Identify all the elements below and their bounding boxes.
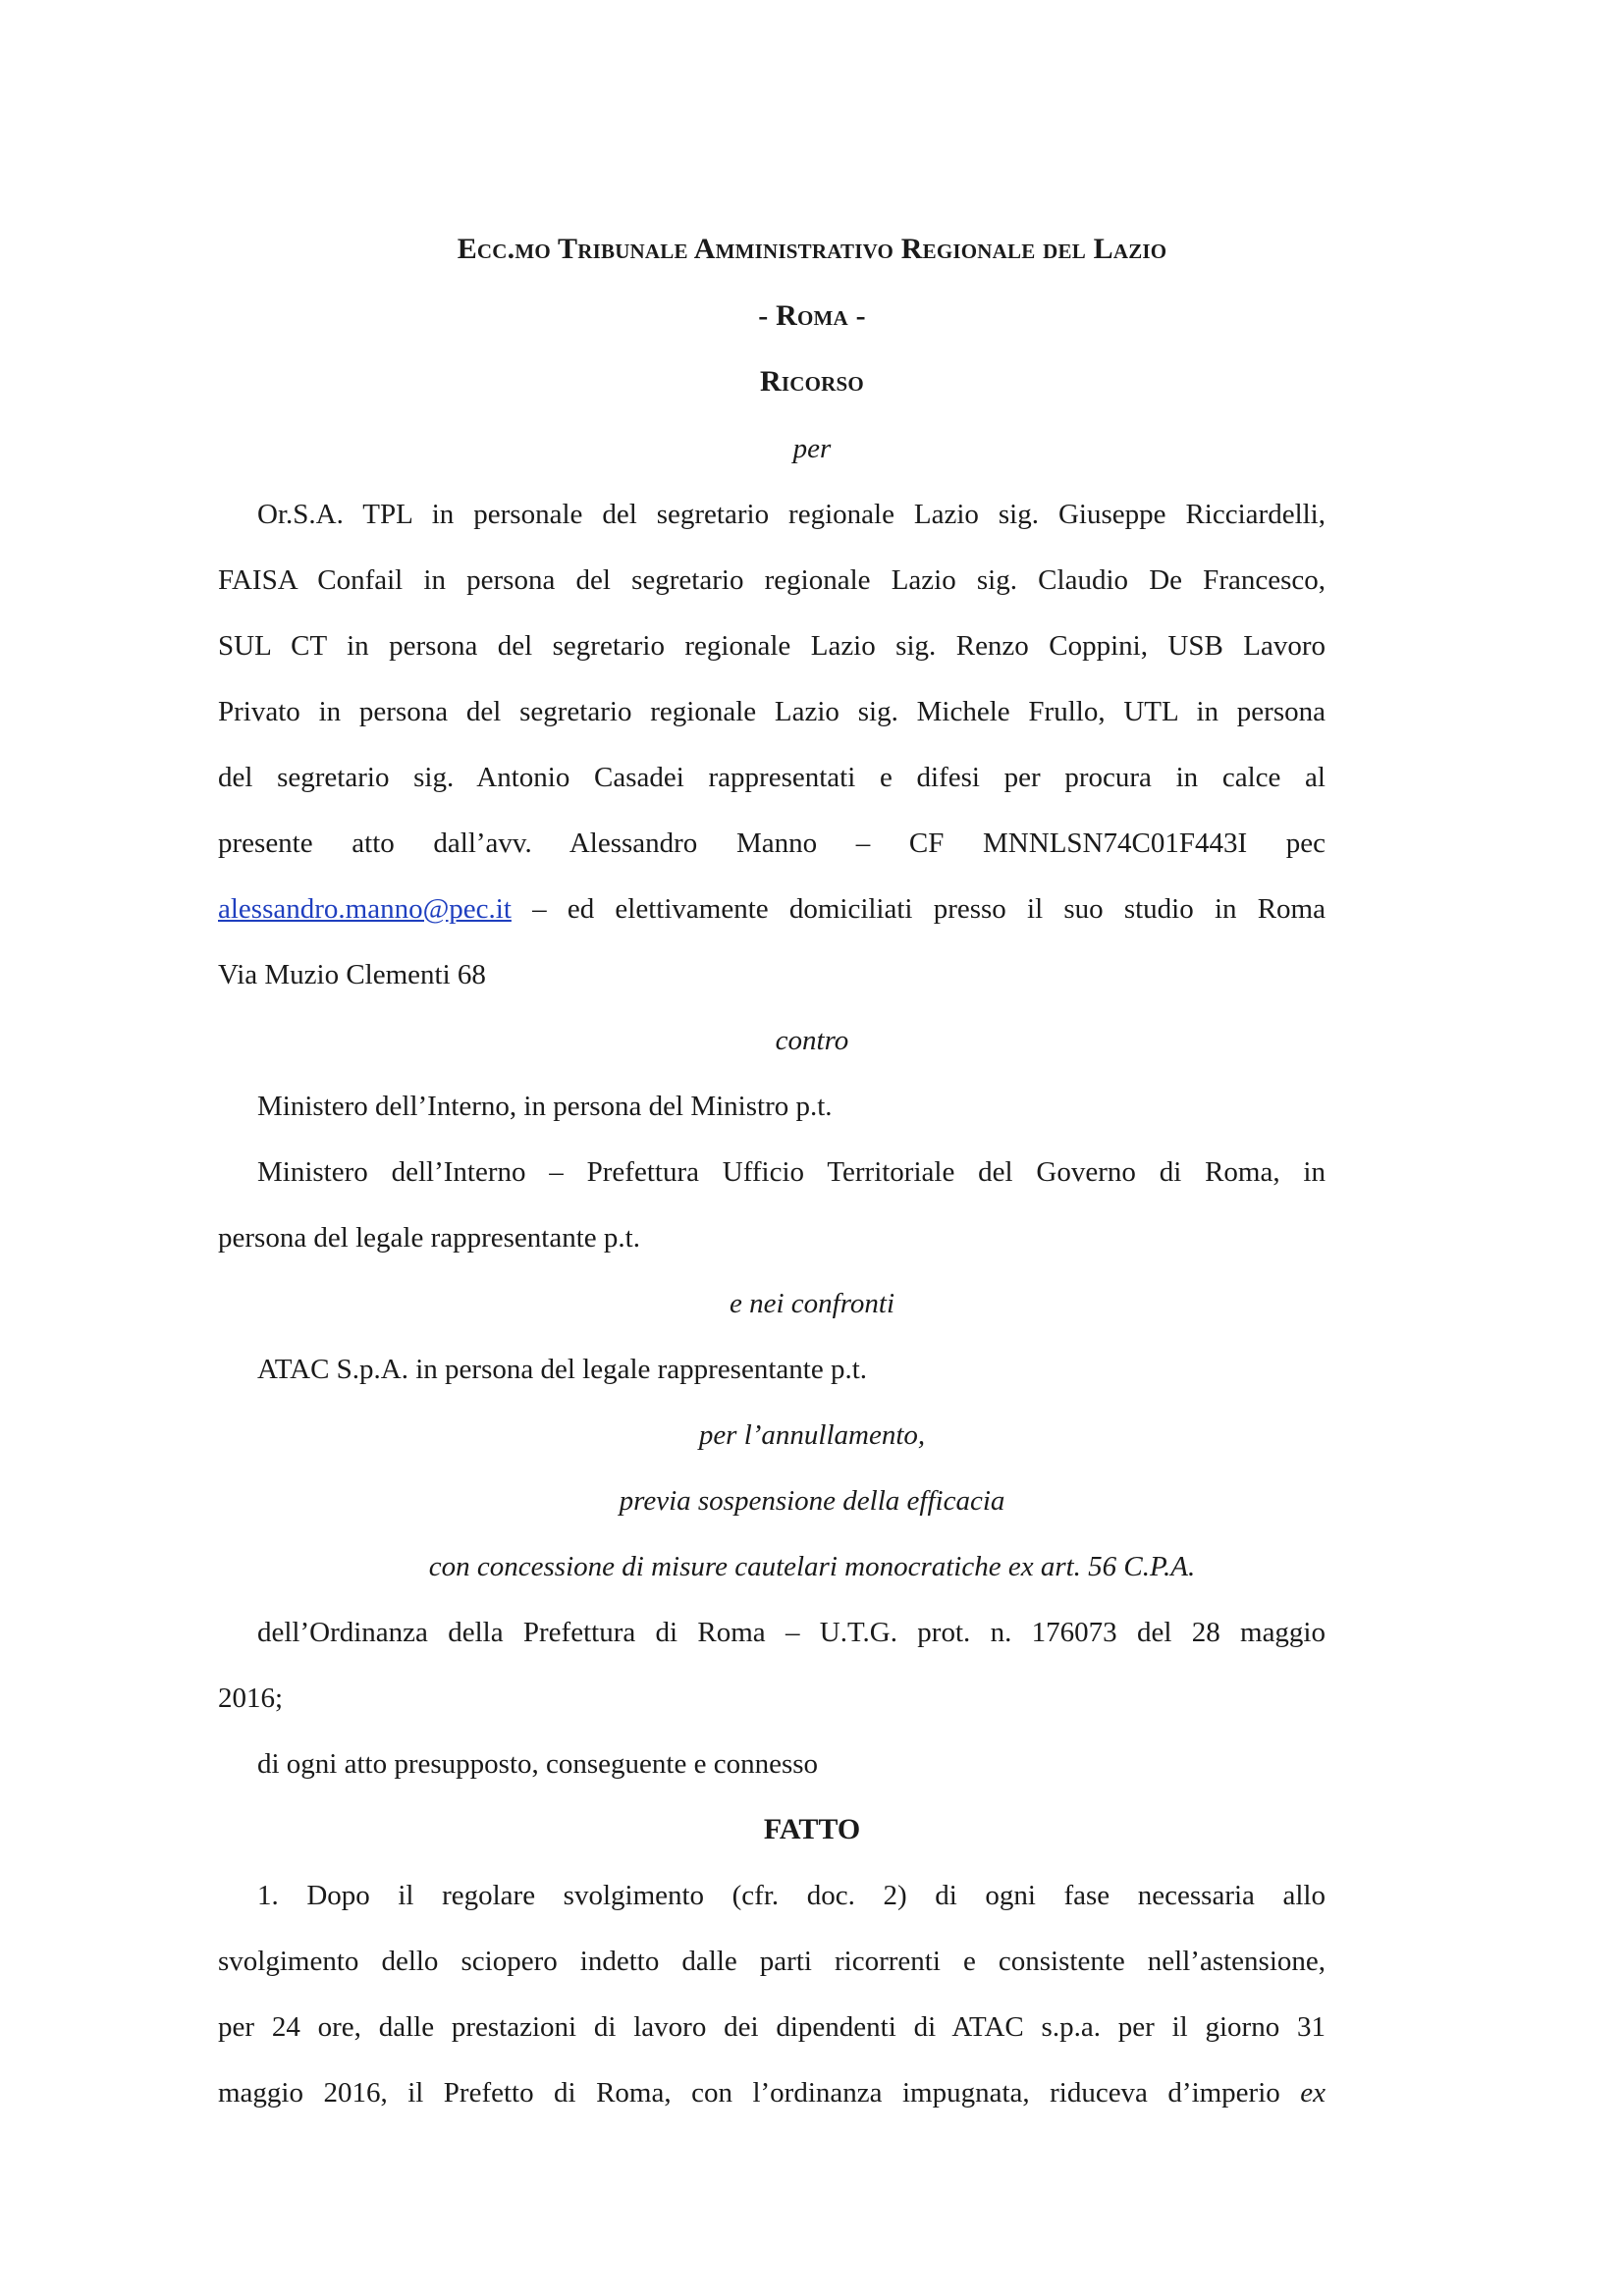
ricorrenti-line: presente atto dall’avv. Alessandro Manno – CF MNNLSN74C01F443I pec [218, 828, 1326, 859]
ricorrenti-line: FAISA Confail in persona del segretario regionale Lazio sig. Claudio De Francesco, [218, 564, 1326, 596]
resistente-line: Ministero dell’Interno – Prefettura Ufficio Territoriale del Governo di Roma, in [257, 1156, 1326, 1188]
cautelari-label: con concessione di misure cautelari monocratiche ex art. 56 C.P.A. [428, 1551, 1196, 1582]
ricorrenti-address-line: Via Muzio Clementi 68 [218, 959, 486, 990]
fatto-line-text: maggio 2016, il Prefetto di Roma, con l’ordinanza impugnata, riduceva d’imperio [218, 2077, 1280, 2109]
atto-impugnato-line: 2016; [218, 1682, 284, 1714]
per-label: per [792, 433, 832, 464]
fatto-last-line [218, 2073, 1326, 2112]
ricorrenti-line: Or.S.A. TPL in personale del segretario regionale Lazio sig. Giuseppe Ricciardelli, [257, 499, 1326, 530]
ricorrenti-line: Privato in persona del segretario regionale Lazio sig. Michele Frullo, UTL in persona [218, 696, 1326, 727]
email-line-tail: – ed elettivamente domiciliati presso il suo studio in Roma [511, 893, 1326, 925]
ricorrenti-line: del segretario sig. Antonio Casadei rappresentati e difesi per procura in calce al [218, 762, 1326, 793]
pec-email-link[interactable]: alessandro.manno@pec.it [218, 893, 512, 925]
ricorrenti-line: SUL CT in persona del segretario regionale Lazio sig. Renzo Coppini, USB Lavoro [218, 630, 1326, 662]
resistente-line: persona del legale rappresentante p.t. [218, 1222, 640, 1254]
fatto-heading: FATTO [763, 1813, 861, 1845]
annullamento-label: per l’annullamento, [698, 1419, 926, 1451]
fatto-line: per 24 ore, dalle prestazioni di lavoro dei dipendenti di ATAC s.p.a. per il giorno 31 [218, 2011, 1326, 2043]
atti-connessi-line: di ogni atto presupposto, conseguente e connesso [257, 1748, 819, 1780]
fatto-line-ex: ex [1300, 2077, 1326, 2109]
confronti-label: e nei confronti [729, 1288, 895, 1319]
contro-label: contro [775, 1025, 849, 1056]
fatto-line: 1. Dopo il regolare svolgimento (cfr. doc. 2) di ogni fase necessaria allo [257, 1880, 1326, 1911]
court-heading: Ecc.mo Tribunale Amministrativo Regionale del Lazio [457, 233, 1167, 265]
resistente-line: Ministero dell’Interno, in persona del Ministro p.t. [257, 1091, 833, 1122]
fatto-line: svolgimento dello sciopero indetto dalle parti ricorrenti e consistente nell’astensione, [218, 1946, 1326, 1977]
controinteressato-line: ATAC S.p.A. in persona del legale rappresentante p.t. [257, 1354, 868, 1385]
seat-heading: - Roma - [758, 299, 866, 332]
atto-impugnato-line: dell’Ordinanza della Prefettura di Roma – U.T.G. prot. n. 176073 del 28 maggio [257, 1617, 1326, 1648]
act-type-heading: Ricorso [760, 365, 864, 398]
sospensione-label: previa sospensione della efficacia [619, 1485, 1005, 1517]
ricorrenti-email-line [218, 889, 1326, 929]
